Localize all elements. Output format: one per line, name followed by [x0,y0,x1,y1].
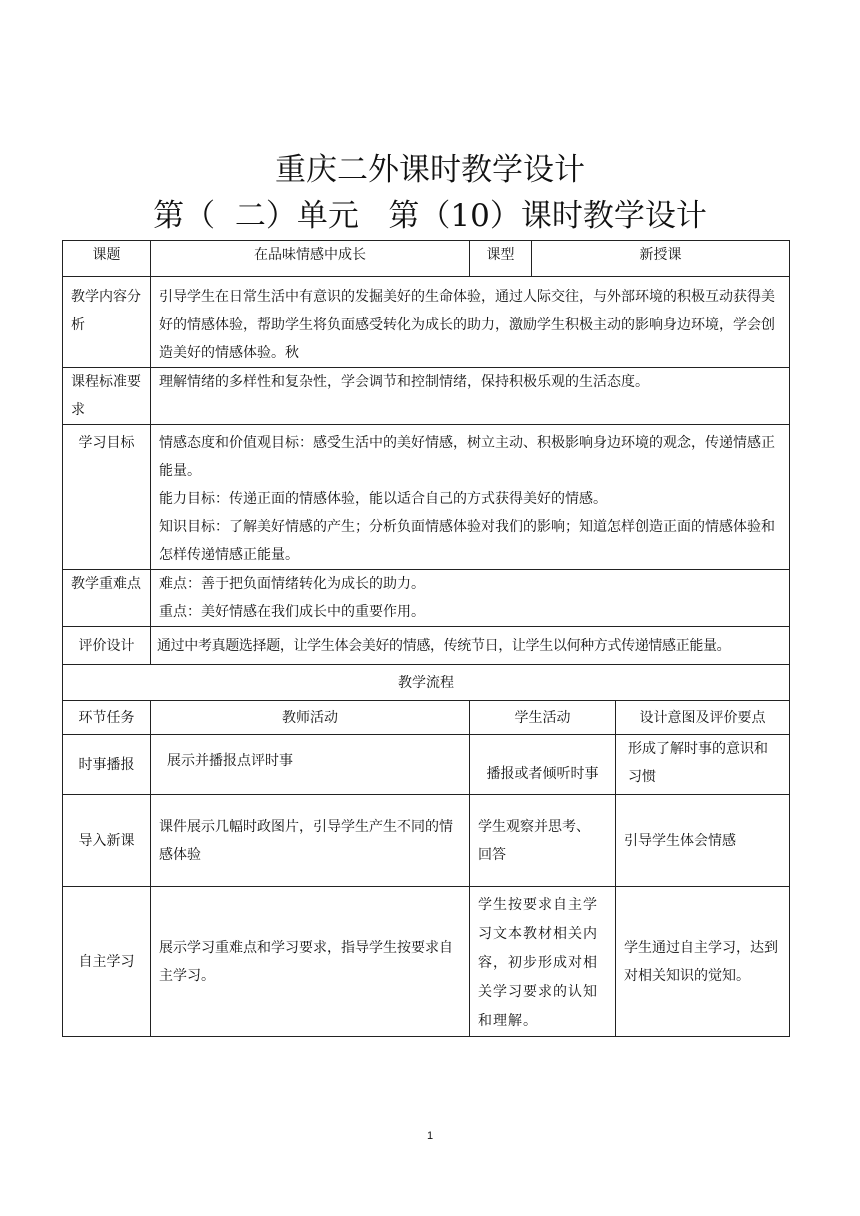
keypoints-value [151,570,790,627]
type-value: 新授课 [532,241,790,277]
keypoints-label: 教学重难点 [63,570,151,627]
keypoints-row [63,570,790,627]
content-label: 教学内容分析 [63,277,151,368]
flow-intent: 引导学生体会情感 [616,795,790,887]
flow-header-intent: 设计意图及评价要点 [616,701,790,735]
goal-item: 情感态度和价值观目标：感受生活中的美好情感，树立主动、积极影响身边环境的观念，传递情感正能量。 [159,435,775,479]
evaluation-row [63,627,790,665]
flow-header-task: 环节任务 [63,701,151,735]
flow-student-activity: 学生观察并思考、回答 [470,795,616,887]
topic-row [63,241,790,277]
evaluation-value: 通过中考真题选择题，让学生体会美好的情感，传统节日，让学生以何种方式传递情感正能量。 [151,627,790,665]
flow-task: 导入新课 [63,795,151,887]
goals-row [63,425,790,570]
keypoint-text: 重点：美好情感在我们成长中的重要作用。 [159,604,425,620]
flow-teacher-activity: 课件展示几幅时政图片，引导学生产生不同的情感体验 [151,795,470,887]
flow-header-student: 学生活动 [470,701,616,735]
topic-label: 课题 [63,241,151,277]
standard-label: 课程标准要求 [63,368,151,425]
flow-row [63,887,790,1037]
standard-row [63,368,790,425]
topic-value: 在品味情感中成长 [151,241,470,277]
flow-title-row [63,665,790,701]
lesson-subtitle: 第（ 二）单元 第（10）课时教学设计 [153,198,707,234]
flow-student-activity: 播报或者倾听时事 [470,735,616,795]
flow-intent: 学生通过自主学习，达到对相关知识的觉知。 [616,887,790,1037]
flow-student-activity: 学生按要求自主学习文本教材相关内容，初步形成对相关学习要求的认知和理解。 [470,887,616,1037]
flow-teacher-activity: 展示学习重难点和学习要求，指导学生按要求自主学习。 [151,887,470,1037]
difficulty-text: 难点：善于把负面情绪转化为成长的助力。 [159,576,425,592]
flow-header-teacher: 教师活动 [151,701,470,735]
flow-task: 自主学习 [63,887,151,1037]
flow-header-row [63,701,790,735]
goals-label: 学习目标 [63,425,151,570]
content-value: 引导学生在日常生活中有意识的发掘美好的生命体验，通过人际交往，与外部环境的积极互动获得美好的情感体验，帮助学生将负面感受转化为成长的助力，激励学生积极主动的影响身边环境，学会创造美好的情感体验。秋 [151,277,790,368]
flow-row [63,735,790,795]
flow-teacher-activity: 展示并播报点评时事 [151,735,470,795]
page-number: 1 [426,1130,434,1142]
document-title: 重庆二外课时教学设计 [275,152,585,188]
flow-intent: 形成了解时事的意识和习惯 [616,735,790,795]
flow-task: 时事播报 [63,735,151,795]
flow-title: 教学流程 [63,665,790,701]
lesson-plan-table [62,240,790,1037]
type-label: 课型 [470,241,532,277]
goal-item: 知识目标：了解美好情感的产生；分析负面情感体验对我们的影响；知道怎样创造正面的情感体验和怎样传递情感正能量。 [159,519,775,563]
evaluation-label: 评价设计 [63,627,151,665]
goals-value [151,425,790,570]
standard-value: 理解情绪的多样性和复杂性，学会调节和控制情绪，保持积极乐观的生活态度。 [151,368,790,425]
flow-row [63,795,790,887]
content-row [63,277,790,368]
goal-item: 能力目标：传递正面的情感体验，能以适合自己的方式获得美好的情感。 [159,491,607,507]
